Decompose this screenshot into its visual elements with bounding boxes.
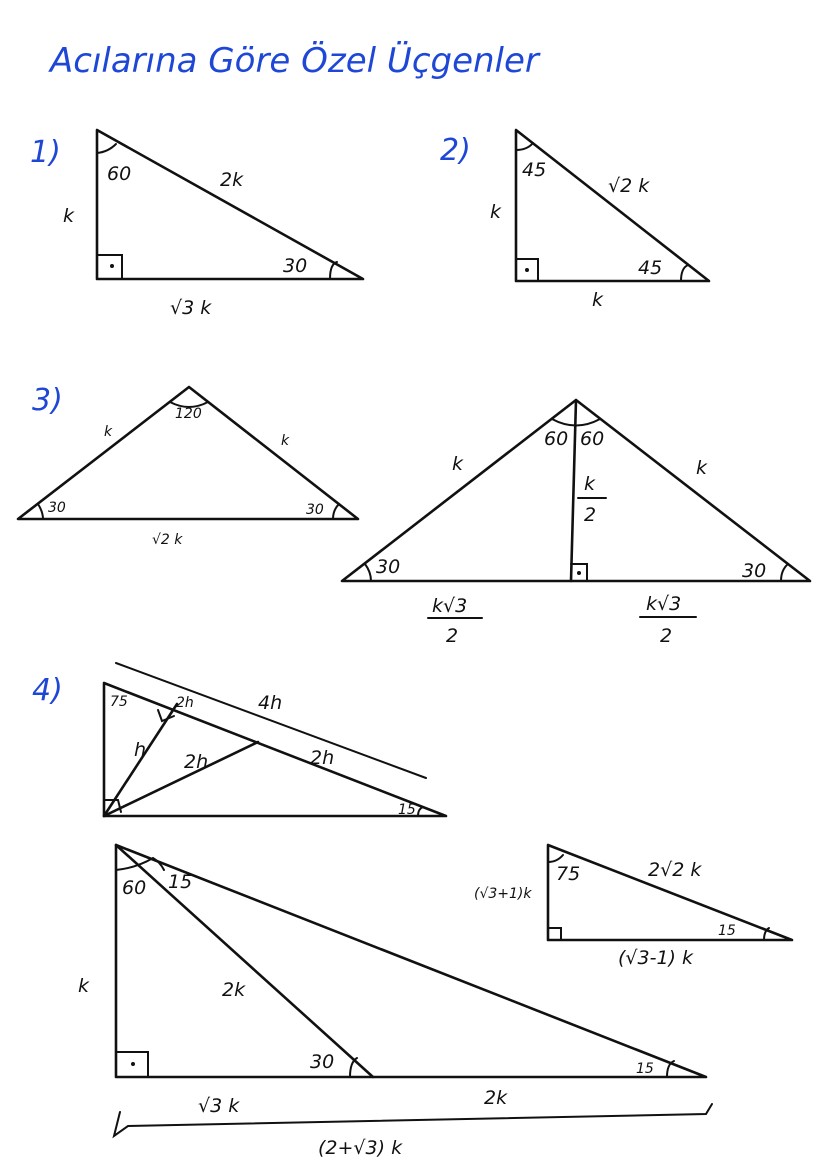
side-label-root3k: √3 k	[170, 297, 212, 319]
angle-label-45-top: 45	[522, 159, 547, 181]
section-3-number: 3)	[32, 383, 63, 418]
side-label-k-right: k	[696, 457, 708, 479]
right-angle-dot	[131, 1062, 135, 1066]
side-label-base: (√3-1) k	[618, 947, 694, 969]
right-angle-dot	[110, 264, 114, 268]
section-3	[18, 383, 810, 647]
angle-label-60-right: 60	[580, 428, 605, 450]
angle-label-30-left: 30	[48, 500, 66, 516]
triangle-45-45-90	[516, 130, 709, 281]
right-angle-dot	[525, 268, 529, 272]
height-label-den: 2	[584, 504, 597, 526]
height-label-num: k	[584, 473, 596, 495]
base-left-num: k√3	[432, 595, 468, 617]
angle-arc-right	[418, 807, 423, 816]
side-label-2k: 2k	[220, 169, 244, 191]
angle-label-60: 60	[107, 163, 132, 185]
section-2	[440, 130, 709, 311]
angle-label-30: 30	[310, 1051, 335, 1073]
seg-label-4h: 4h	[258, 692, 283, 714]
side-label-root2k: √2 k	[608, 175, 650, 197]
angle-label-30-right: 30	[306, 502, 324, 518]
angle-label-15-right: 15	[636, 1061, 654, 1077]
side-label-left: (√3+1)k	[474, 886, 532, 902]
angle-arc-right	[781, 564, 788, 581]
right-angle-mark	[97, 255, 122, 279]
angle-arc-right	[333, 504, 339, 519]
side-label-hyp: 2√2 k	[648, 859, 702, 881]
angle-arc-top	[97, 144, 116, 153]
side-label-k-left: k	[490, 201, 502, 223]
angle-label-120: 120	[175, 406, 202, 422]
angle-label-60-left: 60	[544, 428, 569, 450]
base-left-den: 2	[446, 625, 459, 647]
side-label-k-right: k	[281, 433, 290, 449]
right-angle-dot	[577, 571, 581, 575]
angle-label-75: 75	[556, 863, 581, 885]
base-label-root3k: √3 k	[198, 1095, 240, 1117]
seg-label-2h-median: 2h	[184, 751, 209, 773]
angle-label-45-right: 45	[638, 257, 663, 279]
angle-arc-left	[38, 504, 43, 519]
angle-label-60: 60	[122, 877, 147, 899]
angle-label-30: 30	[283, 255, 308, 277]
angle-arc-left	[365, 564, 371, 581]
altitude-line	[571, 400, 576, 581]
seg-label-h: h	[134, 739, 147, 761]
angle-label-30-right: 30	[742, 560, 767, 582]
right-angle-mark	[548, 928, 561, 940]
seg-label-2h-right: 2h	[310, 747, 335, 769]
angle-arc-top	[516, 143, 533, 150]
angle-label-15: 15	[398, 802, 416, 818]
section-1-number: 1)	[30, 135, 61, 170]
side-label-k: k	[78, 975, 90, 997]
side-label-k-left: k	[452, 453, 464, 475]
section-1	[30, 130, 363, 319]
side-label-k-left: k	[104, 424, 113, 440]
section-4	[32, 663, 792, 1159]
side-label-2k-inner: 2k	[222, 979, 246, 1001]
side-label-k-base: k	[592, 289, 604, 311]
angle-label-30-left: 30	[376, 556, 401, 578]
base-label-total: (2+√3) k	[318, 1137, 403, 1159]
angle-arc-top	[548, 855, 563, 862]
base-right-den: 2	[660, 625, 673, 647]
section-2-number: 2)	[440, 133, 471, 168]
base-right-num: k√3	[646, 593, 682, 615]
base-label-2k: 2k	[484, 1087, 508, 1109]
side-label-k: k	[63, 205, 75, 227]
angle-label-15-top: 15	[168, 871, 193, 893]
triangle-30-60-90	[97, 130, 363, 279]
section-4-number: 4)	[32, 673, 63, 708]
side-label-root2k: √2 k	[152, 532, 183, 548]
angle-arc-right	[681, 265, 688, 281]
cevian-line	[116, 845, 373, 1077]
page-title: Acılarına Göre Özel Üçgenler	[50, 41, 539, 81]
angle-label-15: 15	[718, 923, 736, 939]
seg-label-2h-top: 2h	[176, 695, 194, 711]
angle-label-75: 75	[110, 694, 128, 710]
